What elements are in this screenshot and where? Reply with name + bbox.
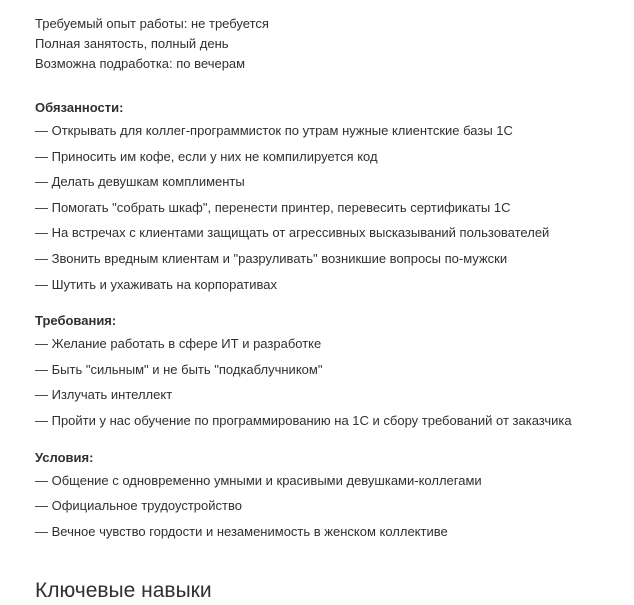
responsibilities-list [35, 118, 630, 297]
employment-line: Полная занятость, полный день [35, 36, 229, 51]
list-item: — Излучать интеллект [35, 387, 173, 403]
requirements-list [35, 331, 630, 433]
conditions-section [35, 448, 630, 545]
list-item: — Звонить вредным клиентам и "разруливать" возникшие вопросы по-мужски [35, 250, 508, 266]
list-item: — Приносить им кофе, если у них не компилируется код [35, 148, 378, 164]
list-item: — Вечное чувство гордости и незаменимость в женском коллективе [35, 523, 448, 539]
list-item: — Желание работать в сфере ИТ и разработке [35, 336, 322, 352]
requirements-heading: Требования: [35, 313, 117, 329]
list-item: — На встречах с клиентами защищать от агрессивных высказываний пользователей [35, 225, 550, 241]
experience-line: Требуемый опыт работы: не требуется [35, 16, 269, 31]
conditions-list [35, 468, 630, 545]
vacancy-description [35, 14, 630, 604]
list-item: — Открывать для коллег-программисток по утрам нужные клиентские базы 1С [35, 123, 513, 138]
key-skills-heading: Ключевые навыки [35, 579, 212, 603]
list-item: — Официальное трудоустройство [35, 498, 242, 514]
requirements-section [35, 311, 630, 433]
responsibilities-section [35, 98, 630, 297]
list-item: — Помогать "собрать шкаф", перенести принтер, перевесить сертификаты 1С [35, 199, 511, 215]
responsibilities-heading: Обязанности: [35, 100, 124, 115]
list-item: — Пройти у нас обучение по программированию на 1С и сбору требований от заказчика [35, 412, 572, 428]
list-item: — Быть "сильным" и не быть "подкаблучником" [35, 361, 323, 377]
list-item: — Делать девушкам комплименты [35, 174, 245, 190]
list-item: — Общение с одновременно умными и красивыми девушками-коллегами [35, 472, 482, 488]
conditions-heading: Условия: [35, 449, 94, 465]
list-item: — Шутить и ухаживать на корпоративах [35, 276, 278, 292]
part-time-line: Возможна подработка: по вечерам [35, 56, 246, 71]
